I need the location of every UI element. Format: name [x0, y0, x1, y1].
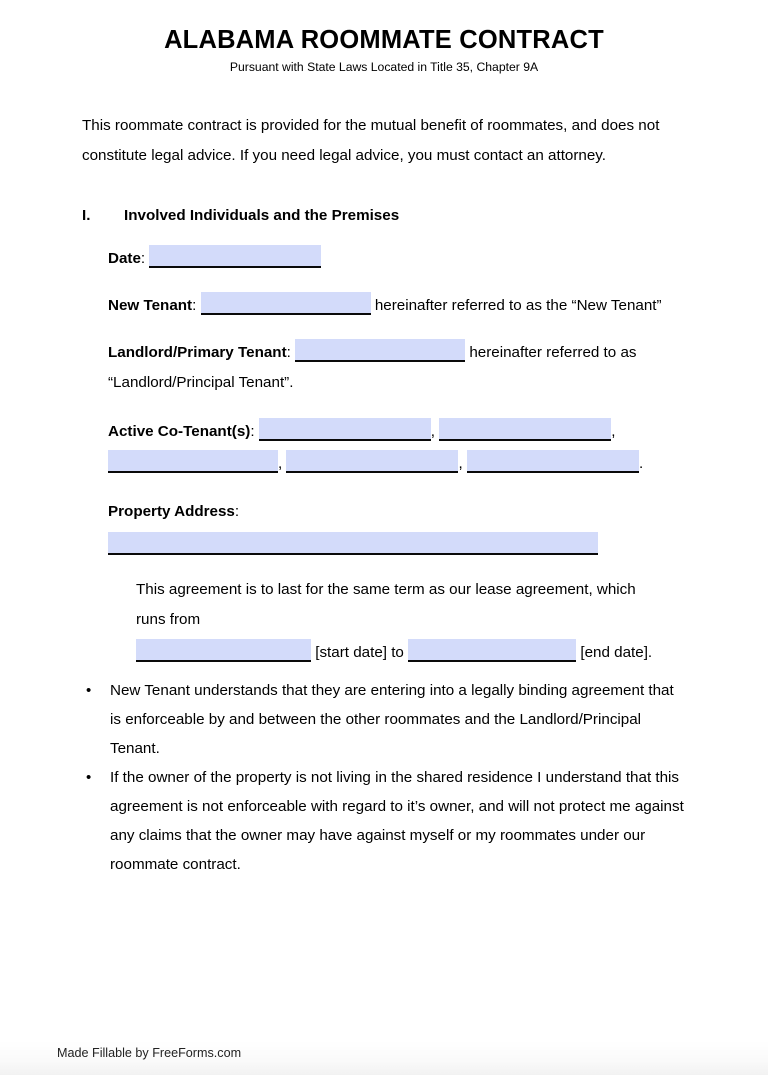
- co-tenant-period: .: [638, 454, 644, 472]
- acknowledgement-list: [82, 676, 688, 879]
- co-tenants-block: [108, 417, 688, 479]
- term-text-line-2: runs from: [136, 610, 201, 628]
- date-label: Date: [108, 249, 141, 267]
- co-tenant-comma-1: ,: [430, 422, 436, 440]
- bullet-icon: •: [86, 768, 92, 786]
- document-header: [0, 0, 768, 75]
- property-address-block: [108, 500, 688, 560]
- date-input[interactable]: [149, 245, 321, 268]
- intro-paragraph: This roommate contract is provided for the mutual benefit of roommates, and does not constitute legal advice. If you need legal advice, you must contact an attorney.: [82, 116, 660, 164]
- new-tenant-input[interactable]: [201, 292, 371, 315]
- co-tenant-comma-3: ,: [278, 454, 283, 472]
- landlord-label: Landlord/Primary Tenant: [108, 343, 287, 361]
- co-tenants-separator: :: [250, 422, 255, 440]
- end-date-input[interactable]: [408, 639, 576, 662]
- page-subtitle: Pursuant with State Laws Located in Title 35, Chapter 9A: [229, 60, 539, 75]
- landlord-separator: :: [286, 343, 291, 361]
- new-tenant-label: New Tenant: [108, 296, 193, 314]
- property-address-separator: :: [234, 502, 240, 520]
- co-tenant-input-3[interactable]: [108, 450, 278, 473]
- page-title: ALABAMA ROOMMATE CONTRACT: [164, 26, 604, 54]
- footer-attribution: Made Fillable by FreeForms.com: [57, 1046, 242, 1060]
- co-tenants-label: Active Co-Tenant(s): [108, 422, 251, 440]
- section-title: Involved Individuals and the Premises: [124, 206, 400, 224]
- list-item: [82, 676, 688, 763]
- section-number: I.: [82, 206, 91, 224]
- co-tenants-row-1: [108, 417, 688, 447]
- section-heading-one: [82, 205, 688, 227]
- term-paragraph: [108, 575, 688, 668]
- co-tenant-input-5[interactable]: [467, 450, 639, 473]
- bullet-icon: •: [86, 681, 92, 699]
- property-address-label: Property Address: [108, 502, 235, 520]
- start-date-caption: [start date] to: [315, 643, 404, 661]
- new-tenant-row: [108, 291, 688, 321]
- list-item-text: If the owner of the property is not living in the shared residence I understand that this agreement is not enforceable with regard to it’s owner, and will not protect me against any claims that the owner may have against myself or my roommates under our roommate contract.: [110, 768, 684, 873]
- new-tenant-separator: :: [192, 296, 197, 314]
- landlord-row: [108, 338, 688, 398]
- property-address-field-row: [108, 532, 688, 560]
- property-address-label-row: [108, 500, 688, 524]
- co-tenants-row-2: [108, 449, 688, 479]
- term-text-line-1: This agreement is to last for the same term as our lease agreement, which: [136, 580, 636, 598]
- date-row: [108, 244, 688, 274]
- term-dates-row: [136, 638, 688, 668]
- end-date-caption: [end date].: [580, 643, 653, 661]
- date-separator: :: [140, 249, 146, 267]
- landlord-input[interactable]: [295, 339, 465, 362]
- document-body: [0, 111, 768, 879]
- co-tenant-input-4[interactable]: [286, 450, 458, 473]
- landlord-suffix: hereinafter referred to as “Landlord/Principal Tenant”.: [108, 343, 637, 391]
- co-tenant-input-1[interactable]: [259, 418, 431, 441]
- section-one-content: [82, 244, 688, 668]
- list-item-text: New Tenant understands that they are entering into a legally binding agreement that is enforceable by and between the other roommates and the Landlord/Principal Tenant.: [110, 681, 674, 757]
- list-item: [82, 763, 688, 879]
- co-tenant-input-2[interactable]: [439, 418, 611, 441]
- start-date-input[interactable]: [136, 639, 311, 662]
- co-tenant-comma-2: ,: [611, 422, 616, 440]
- co-tenant-comma-4: ,: [458, 454, 463, 472]
- property-address-input[interactable]: [108, 532, 598, 555]
- new-tenant-suffix: hereinafter referred to as the “New Tenant”: [374, 296, 662, 314]
